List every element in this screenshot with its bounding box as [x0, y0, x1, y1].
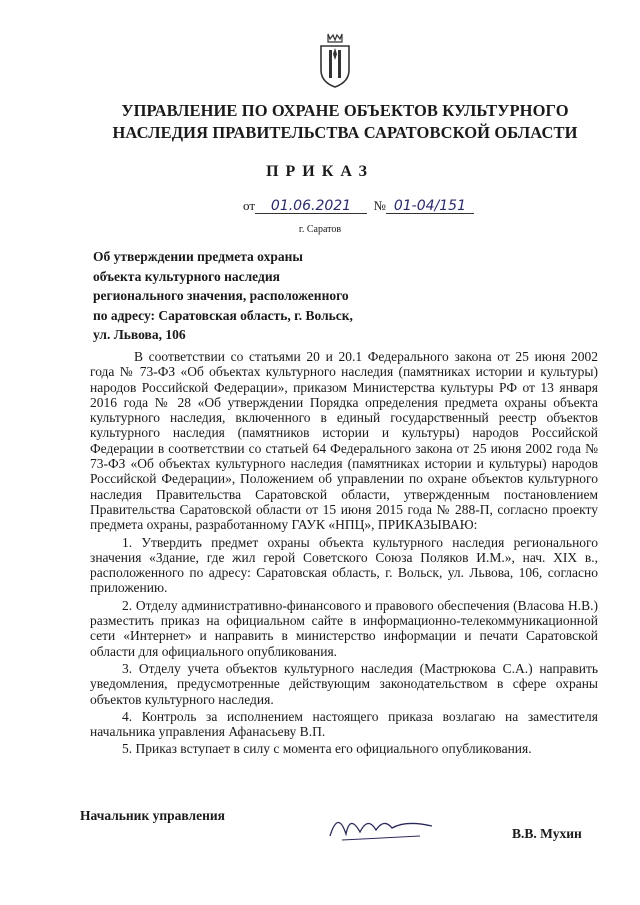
signatory-name: В.В. Мухин [512, 826, 582, 841]
number-prefix: № [373, 198, 386, 213]
signatory-title: Начальник управления [80, 808, 225, 823]
order-item-2: 2. Отделу административно-финансового и правового обеспечения (Власова Н.В.) разместить приказ на официальном сайте в информационно-телекоммуникационной сети «Интернет» и направить в министерство информации и печати Саратовской области для официального опубликования. [90, 597, 598, 659]
subject-line-3: регионального значения, расположенного [93, 288, 349, 303]
org-line-2: НАСЛЕДИЯ ПРАВИТЕЛЬСТВА САРАТОВСКОЙ ОБЛАСТИ [112, 123, 578, 142]
date-prefix: от [243, 198, 256, 213]
org-line-1: УПРАВЛЕНИЕ ПО ОХРАНЕ ОБЪЕКТОВ КУЛЬТУРНОГО [121, 101, 569, 120]
date-number-line [243, 198, 474, 214]
city: г. Саратов [298, 224, 342, 235]
saratov-coat-of-arms-icon [316, 30, 354, 90]
subject-line-2: объекта культурного наследия [93, 268, 280, 284]
order-item-3: 3. Отделу учета объектов культурного наследия (Мастрюкова С.А.) направить уведомления, предусмотренные действующим законодательством в сфере охраны объектов культурного наследия. [90, 660, 598, 707]
handwritten-signature [320, 806, 440, 846]
document-type: ПРИКАЗ [266, 163, 374, 180]
order-item-4: 4. Контроль за исполнением настоящего приказа возлагаю на заместителя начальника управления Афанасьеву В.П. [90, 708, 598, 740]
subject-line-1: Об утверждении предмета охраны [93, 249, 303, 264]
subject-line-5: ул. Львова, 106 [93, 327, 186, 342]
document-subject [93, 247, 423, 345]
order-item-1: 1. Утвердить предмет охраны объекта культурного наследия регионального значения «Здание, где жил герой Советского Союза Поляков И.М.», нач. XIX в., расположенного по адресу: Саратовская область, г. Вольск, ул. Львова, 106, согласно приложению. [90, 534, 598, 596]
intro-paragraph: В соответствии со статьями 20 и 20.1 Федерального закона от 25 июня 2002 года № 73-ФЗ «Об объектах культурного наследия (памятниках истории и культуры) народов Российской Федерации», приказом Министерства культуры РФ от 13 января 2016 года № 28 «Об утверждении Порядка определения предмета охраны объекта культурного наследия, включенного в единый государственный реестр объектов культурного наследия (памятников истории и культуры) народов Российской Федерации в соответствии со статьей 64 Федерального закона от 25 июня 2002 года № 73-ФЗ «Об объектах культурного наследия (памятниках истории и культуры) народов Российской Федерации», Положением об управлении по охране объектов культурного наследия Правительства Саратовской области, утвержденным постановлением Правительства Саратовской области от 15 июня 2015 года № 288-П, согласно проекту предмета охраны, разработанному ГАУК «НПЦ», ПРИКАЗЫВАЮ: [90, 349, 598, 533]
order-item-5: 5. Приказ вступает в силу с момента его официального опубликования. [122, 741, 532, 757]
organization-name [95, 100, 595, 144]
date-value: 01.06.2021 [255, 199, 367, 214]
subject-line-4: по адресу: Саратовская область, г. Вольск, [93, 307, 353, 323]
number-value: 01-04/151 [386, 199, 474, 214]
document-body [90, 349, 598, 759]
